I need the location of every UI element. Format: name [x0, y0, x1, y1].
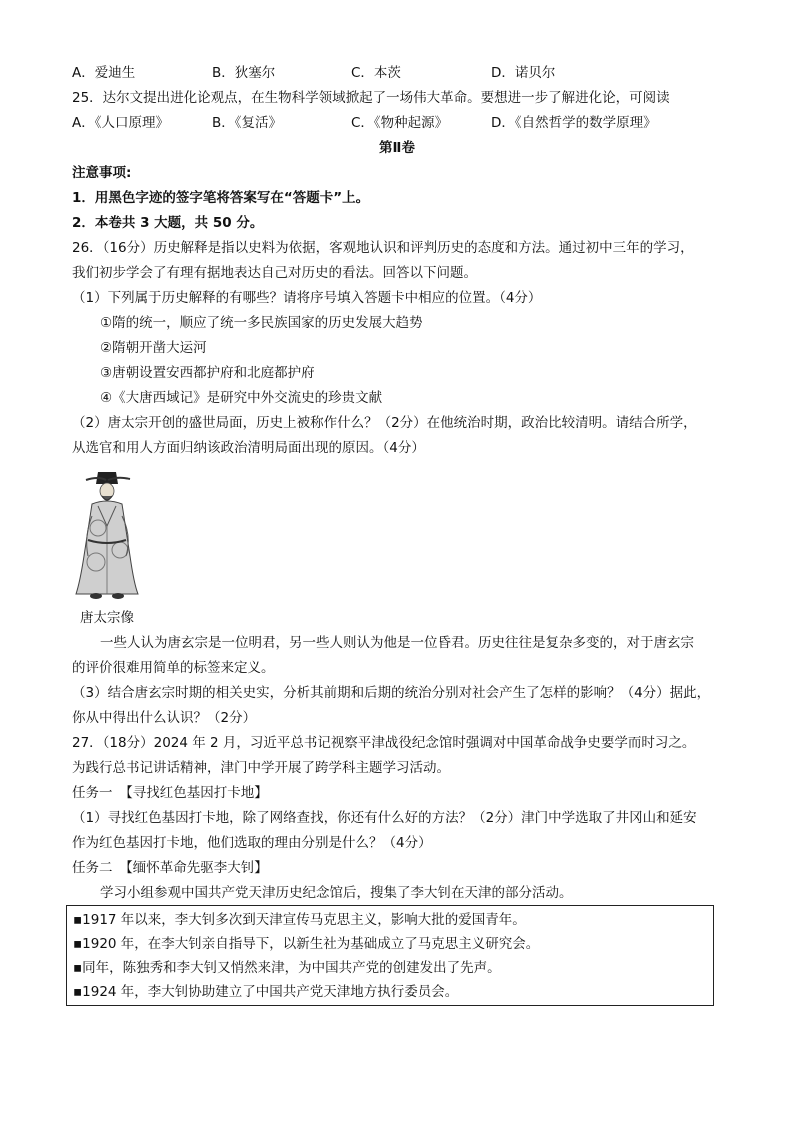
q26-sub2-line1: （2）唐太宗开创的盛世局面，历史上被称作什么？（2分）在他统治时期，政治比较清明。请结合所学， — [72, 415, 697, 431]
q24-options — [72, 63, 722, 83]
q26-item-4: ④《大唐西域记》是研究中外交流史的珍贵文献 — [100, 390, 383, 406]
q26-stem-line1: 26．（16分）历史解释是指以史料为依据，客观地认识和评判历史的态度和方法。通过初中三年的学习， — [72, 240, 694, 256]
q26-sub3-line1: （3）结合唐玄宗时期的相关史实，分析其前期和后期的统治分别对社会产生了怎样的影响？（4分）据此， — [72, 685, 711, 701]
task2-intro: 学习小组参观中国共产党天津历史纪念馆后，搜集了李大钊在天津的部分活动。 — [100, 885, 573, 901]
task1-question-line2: 作为红色基因打卡地，他们选取的理由分别是什么？（4分） — [72, 835, 432, 851]
q26-stem-line2: 我们初步学会了有理有据地表达自己对历史的看法。回答以下问题。 — [72, 265, 477, 281]
li-dazhao-activities-box — [66, 905, 714, 1006]
tang-taizong-portrait — [72, 466, 142, 600]
box-item-2: ▪1920 年，在李大钊亲自指导下，以新生社为基础成立了马克思主义研究会。 — [73, 936, 540, 952]
box-item-4: ▪1924 年，李大钊协助建立了中国共产党天津地方执行委员会。 — [73, 984, 459, 1000]
q26-item-3: ③唐朝设置安西都护府和北庭都护府 — [100, 365, 315, 381]
q26-sub1: （1）下列属于历史解释的有哪些？请将序号填入答题卡中相应的位置。（4分） — [72, 290, 542, 306]
q26-sub3-line2: 你从中得出什么认识？（2分） — [72, 710, 257, 726]
note-1: 1．用黑色字迹的签字笔将答案写在“答题卡”上。 — [72, 190, 370, 206]
q25-option-c[interactable]: C．《物种起源》 — [351, 115, 449, 131]
q24-option-c[interactable]: C．本茨 — [351, 65, 401, 81]
notes-title: 注意事项: — [72, 165, 132, 181]
q27-stem-line1: 27．（18分）2024 年 2 月，习近平总书记视察平津战役纪念馆时强调对中国革命战争史要学而时习之。 — [72, 735, 696, 751]
q26-para-line2: 的评价很难用简单的标签来定义。 — [72, 660, 275, 676]
q25-stem: 25．达尔文提出进化论观点，在生物科学领域掀起了一场伟大革命。要想进一步了解进化论，可阅读 — [72, 90, 670, 106]
portrait-caption: 唐太宗像 — [80, 610, 134, 626]
q26-para-line1: 一些人认为唐玄宗是一位明君，另一些人则认为他是一位昏君。历史往往是复杂多变的，对于唐玄宗 — [100, 635, 694, 651]
note-2: 2．本卷共 3 大题，共 50 分。 — [72, 215, 264, 231]
section-title: 第Ⅱ卷 — [379, 140, 415, 156]
q24-option-d[interactable]: D．诺贝尔 — [491, 65, 556, 81]
box-item-1: ▪1917 年以来，李大钊多次到天津宣传马克思主义，影响大批的爱国青年。 — [73, 912, 526, 928]
q26-sub2-line2: 从选官和用人方面归纳该政治清明局面出现的原因。（4分） — [72, 440, 425, 456]
box-item-3: ▪同年，陈独秀和李大钊又悄然来津，为中国共产党的创建发出了先声。 — [73, 960, 501, 976]
q24-option-b[interactable]: B．狄塞尔 — [212, 65, 276, 81]
q25-option-d[interactable]: D．《自然哲学的数学原理》 — [491, 115, 657, 131]
q26-item-2: ②隋朝开凿大运河 — [100, 340, 207, 356]
task2-title: 任务二 【缅怀革命先驱李大钊】 — [72, 860, 268, 876]
q25-option-a[interactable]: A．《人口原理》 — [72, 115, 169, 131]
task1-question-line1: （1）寻找红色基因打卡地，除了网络查找，你还有什么好的方法？（2分）津门中学选取了井冈山和延安 — [72, 810, 697, 826]
q25-options — [72, 113, 722, 133]
task1-title: 任务一 【寻找红色基因打卡地】 — [72, 785, 268, 801]
q24-option-a[interactable]: A．爱迪生 — [72, 65, 136, 81]
q26-item-1: ①隋的统一，顺应了统一多民族国家的历史发展大趋势 — [100, 315, 423, 331]
q25-option-b[interactable]: B．《复活》 — [212, 115, 283, 131]
q27-stem-line2: 为践行总书记讲话精神，津门中学开展了跨学科主题学习活动。 — [72, 760, 450, 776]
